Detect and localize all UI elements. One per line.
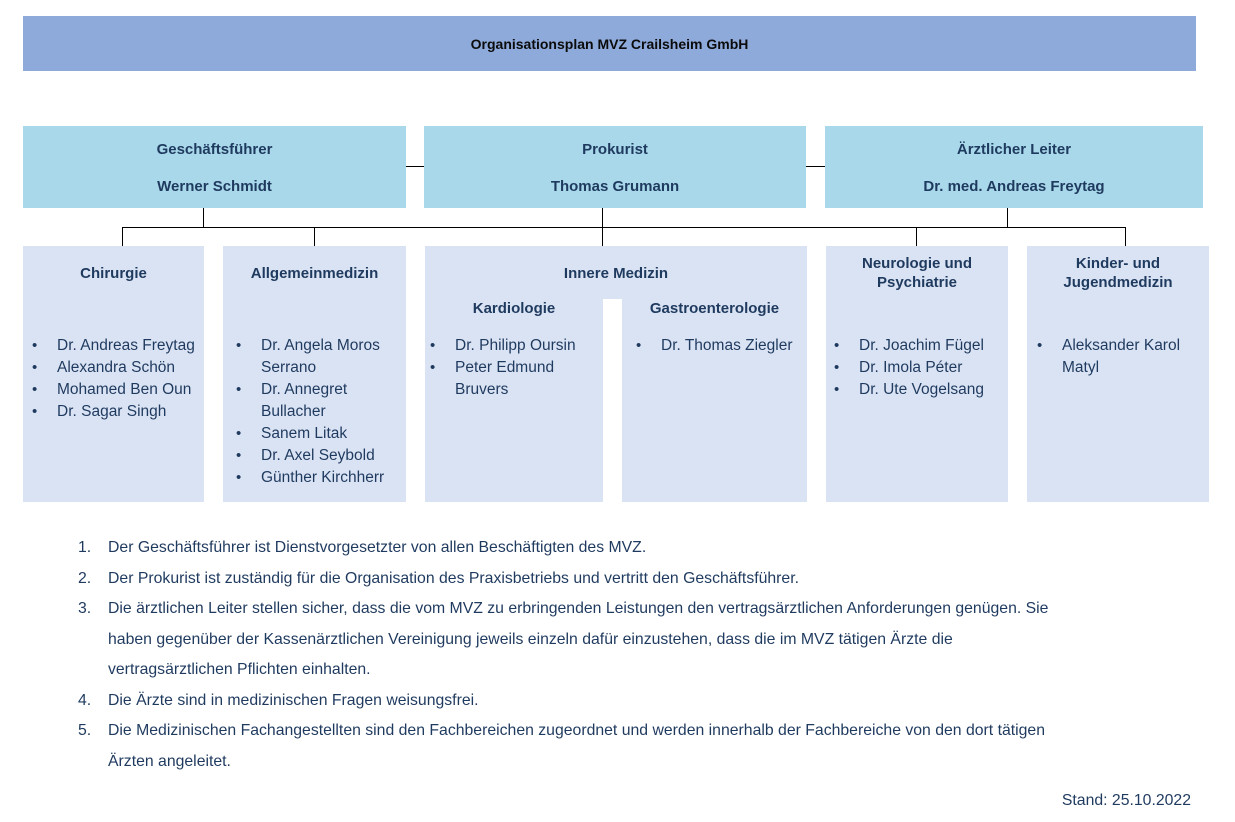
member: • Dr. Joachim Fügel [859, 335, 1009, 357]
dept-title-line2: Jugendmedizin [1063, 274, 1173, 291]
member: • Sanem Litak [261, 423, 401, 445]
org-chart-title: Organisationsplan MVZ Crailsheim GmbH [23, 16, 1196, 71]
subdept-title-gastro: Gastroenterologie [649, 300, 780, 317]
connector-kinder [1125, 227, 1126, 246]
connector-gf-prokurist [406, 166, 424, 167]
note-number: 3. [78, 600, 92, 617]
note-number: 4. [78, 691, 92, 709]
dept-innere-medizin [425, 246, 807, 502]
member: • Dr. Annegret Bullacher [261, 379, 401, 423]
member: • Dr. Imola Péter [859, 357, 1009, 379]
member-list-kardiologie [425, 335, 605, 401]
dept-title-line1: Kinder- und [1075, 255, 1161, 272]
dept-allgemeinmedizin [223, 246, 406, 502]
stand-date: Stand: 25.10.2022 [1061, 792, 1191, 809]
note-item [78, 594, 1178, 686]
member: • Alexandra Schön [57, 357, 207, 379]
dept-kinder-jugendmedizin [1027, 246, 1209, 502]
connector-gf-down [203, 208, 204, 227]
note-text: Der Prokurist ist zuständig für die Organisation des Praxisbetriebs und vertritt den Geschäftsführer. [108, 569, 799, 587]
connector-chirurgie [122, 227, 123, 246]
member: • Dr. Philipp Oursin [455, 335, 605, 357]
note-item [78, 564, 1178, 595]
dept-title: Allgemeinmedizin [250, 265, 379, 282]
note-number: 1. [78, 539, 92, 556]
connector-neuro [916, 227, 917, 246]
member-list [23, 335, 207, 423]
connector-allgemein [314, 227, 315, 246]
note-text: vertragsärztlichen Pflichten einhalten. [108, 661, 371, 678]
person-name: Dr. med. Andreas Freytag [923, 178, 1105, 195]
box-prokurist [424, 126, 806, 208]
member-list-gastro [622, 335, 841, 357]
gastro-bg [622, 299, 807, 502]
member: • Dr. Andreas Freytag [57, 335, 207, 357]
connector-prokurist-leiter [806, 166, 825, 167]
member-list [826, 335, 1009, 401]
note-item [78, 686, 1178, 717]
note-item [78, 533, 1178, 564]
member-list [223, 335, 401, 489]
notes-list [78, 533, 1178, 777]
note-text: Ärzten angeleitet. [108, 752, 231, 770]
dept-title-line2: Psychiatrie [876, 274, 958, 291]
member: • Dr. Axel Seybold [261, 445, 401, 467]
member-list [1027, 335, 1182, 379]
dept-title: Innere Medizin [563, 265, 669, 282]
member: • Dr. Thomas Ziegler [661, 335, 841, 357]
note-text: haben gegenüber der Kassenärztlichen Vereinigung jeweils einzeln dafür einzustehen, dass die im MVZ tätigen Ärzte die [108, 630, 953, 648]
member: • Peter Edmund Bruvers [455, 357, 565, 401]
role-label: Prokurist [582, 141, 648, 158]
note-text: Die Medizinischen Fachangestellten sind den Fachbereichen zugeordnet und werden innerhalb der Fachbereiche von den dort tätigen [108, 722, 1046, 739]
note-text: Die Ärzte sind in medizinischen Fragen weisungsfrei. [108, 691, 479, 709]
box-geschaeftsfuehrer [23, 126, 406, 208]
note-number: 2. [78, 569, 92, 587]
dept-title-line1: Neurologie und [862, 255, 972, 272]
dept-title: Chirurgie [80, 265, 147, 282]
connector-leiter-down [1007, 208, 1008, 227]
person-name: Thomas Grumann [550, 178, 680, 195]
member: • Dr. Angela Moros Serrano [261, 335, 401, 379]
note-text: Die ärztlichen Leiter stellen sicher, dass die vom MVZ zu erbringenden Leistungen den vertragsärztlichen Anforderungen genügen. Sie [108, 600, 1049, 617]
subdept-title-kardiologie: Kardiologie [472, 300, 556, 317]
member: • Günther Kirchherr [261, 467, 401, 489]
box-aerztlicher-leiter [825, 126, 1203, 208]
member: • Dr. Ute Vogelsang [859, 379, 1009, 401]
member: • Dr. Sagar Singh [57, 401, 207, 423]
connector-horizontal-bus [122, 227, 1126, 228]
person-name: Werner Schmidt [157, 178, 272, 195]
note-number: 5. [78, 722, 92, 739]
member: • Mohamed Ben Oun [57, 379, 207, 401]
note-text: Der Geschäftsführer ist Dienstvorgesetzter von allen Beschäftigten des MVZ. [108, 539, 647, 556]
note-item [78, 716, 1178, 777]
dept-neurologie [826, 246, 1008, 502]
member: • Aleksander Karol Matyl [1062, 335, 1182, 379]
role-label: Geschäftsführer [156, 141, 273, 158]
dept-chirurgie [23, 246, 204, 502]
role-label: Ärztlicher Leiter [956, 141, 1072, 158]
